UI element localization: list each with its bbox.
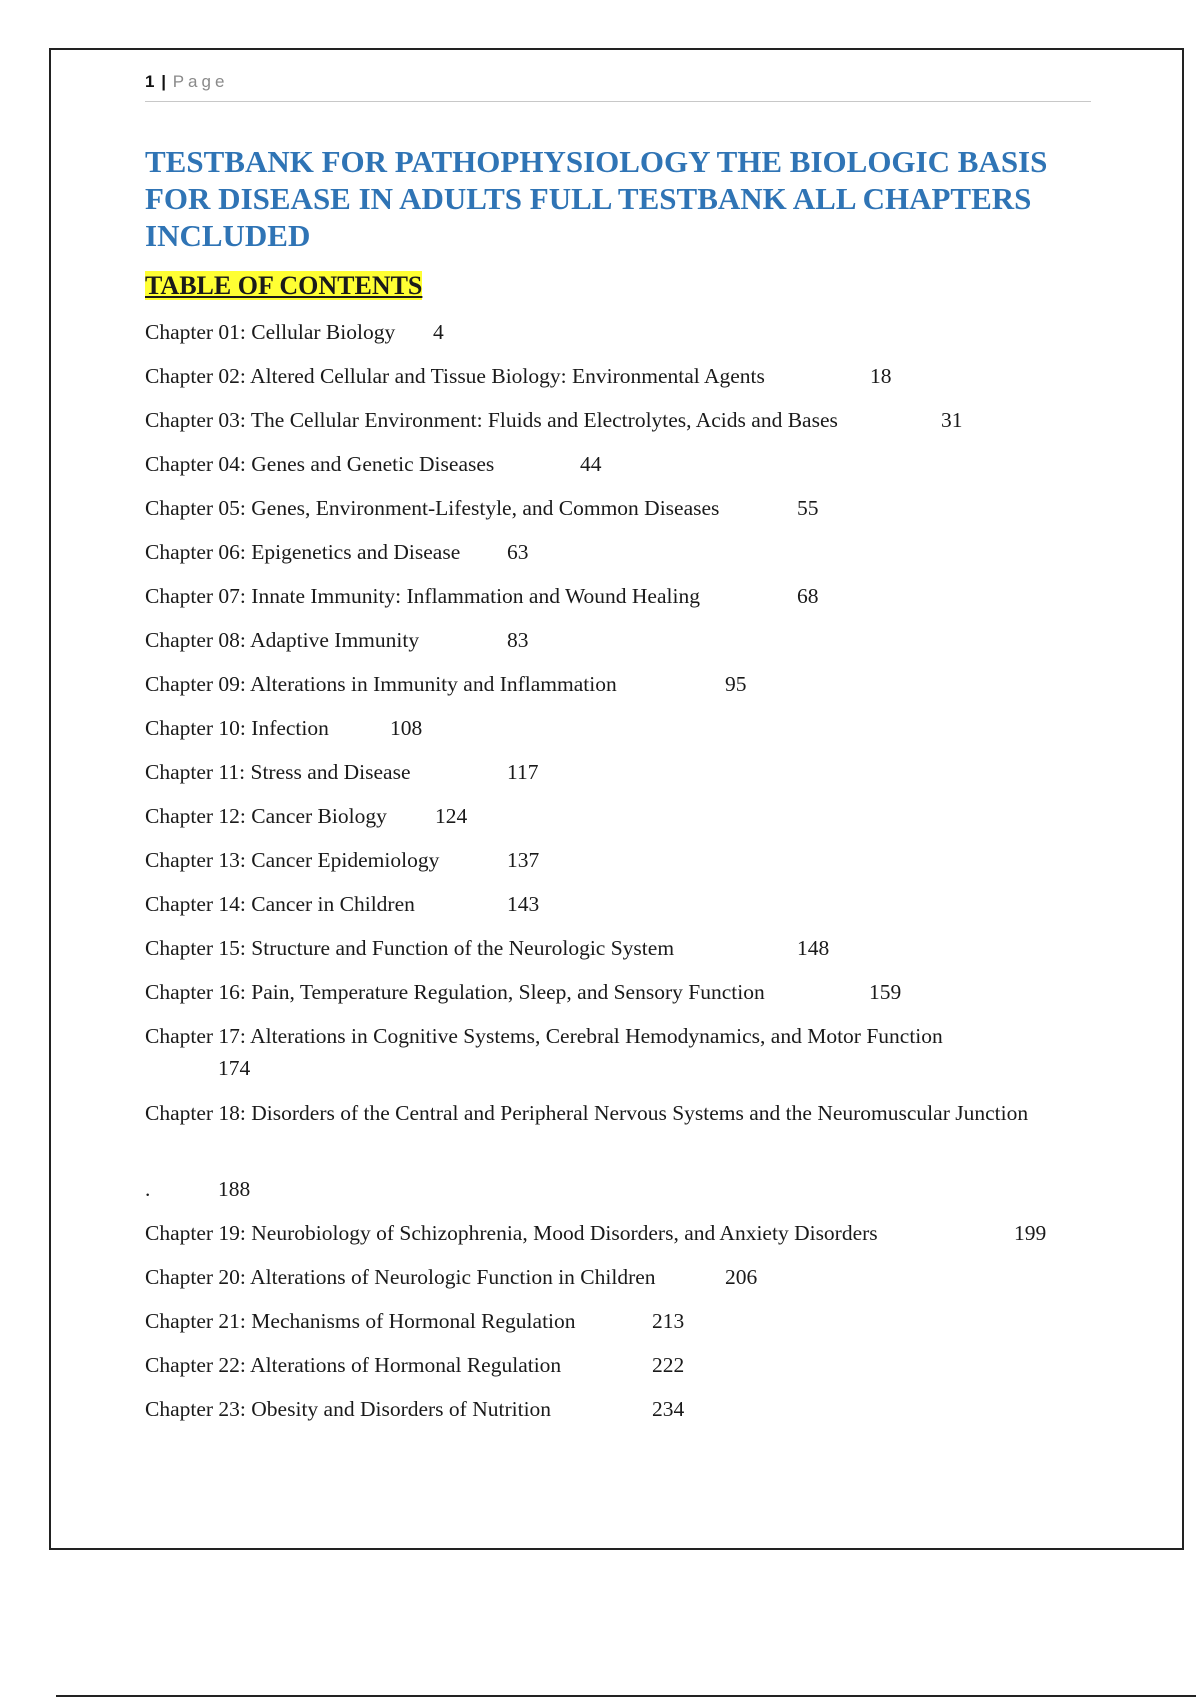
toc-entry[interactable]: [145, 536, 1075, 580]
toc-entry[interactable]: [145, 932, 1075, 976]
toc-entry-title: Chapter 15: Structure and Function of the Neurologic System: [145, 936, 675, 960]
toc-entry-leader: .: [145, 1177, 151, 1201]
toc-entry-title: Chapter 16: Pain, Temperature Regulation, Sleep, and Sensory Function: [145, 980, 765, 1004]
bottom-rule: [56, 1695, 1196, 1697]
toc-entry-title: Chapter 18: Disorders of the Central and Peripheral Nervous Systems and the Neuromuscular Junction: [145, 1101, 1029, 1125]
toc-entry-title: Chapter 14: Cancer in Children: [145, 892, 415, 916]
page-header: [145, 72, 1091, 102]
toc-entry-page: 174: [218, 1056, 251, 1080]
toc-entry-title: Chapter 05: Genes, Environment-Lifestyle, and Common Diseases: [145, 496, 720, 520]
toc-entry[interactable]: [145, 404, 1075, 448]
toc-entry[interactable]: [145, 712, 1075, 756]
toc-entry-page: 83: [507, 628, 529, 652]
toc-entry[interactable]: [145, 1020, 1075, 1097]
toc-entry-title: Chapter 08: Adaptive Immunity: [145, 628, 420, 652]
page-label: Page: [172, 72, 229, 91]
toc-entry-title: Chapter 04: Genes and Genetic Diseases: [145, 452, 495, 476]
toc-entry-title: Chapter 10: Infection: [145, 716, 329, 740]
toc-entry-title: Chapter 20: Alterations of Neurologic Function in Children: [145, 1265, 656, 1289]
toc-entry-page: 222: [652, 1353, 685, 1377]
toc-entry[interactable]: [145, 580, 1075, 624]
toc-entry-title: Chapter 21: Mechanisms of Hormonal Regulation: [145, 1309, 576, 1333]
toc-entry-page: 44: [580, 452, 602, 476]
toc-entry-title: Chapter 23: Obesity and Disorders of Nutrition: [145, 1397, 552, 1421]
toc-entry-title: Chapter 02: Altered Cellular and Tissue Biology: Environmental Agents: [145, 364, 765, 388]
toc-entry-page: 63: [507, 540, 529, 564]
toc-entry-page: 4: [433, 320, 444, 344]
toc-entry-page: 143: [507, 892, 540, 916]
toc-entry[interactable]: [145, 448, 1075, 492]
toc-entry-title: Chapter 19: Neurobiology of Schizophrenia, Mood Disorders, and Anxiety Disorders: [145, 1221, 878, 1245]
toc-entry[interactable]: [145, 1349, 1075, 1393]
toc-entry-title: Chapter 07: Innate Immunity: Inflammation and Wound Healing: [145, 584, 700, 608]
toc-entry-title: Chapter 06: Epigenetics and Disease: [145, 540, 461, 564]
toc-entry-page: 148: [797, 936, 830, 960]
toc-entry-title: Chapter 12: Cancer Biology: [145, 804, 387, 828]
toc-entry-title: Chapter 01: Cellular Biology: [145, 320, 396, 344]
toc-entry-page: 137: [507, 848, 540, 872]
toc-entry[interactable]: [145, 844, 1075, 888]
toc-entry[interactable]: [145, 360, 1075, 404]
toc-entry[interactable]: [145, 1393, 1075, 1437]
toc-entry-page: 117: [507, 760, 539, 784]
toc-entry-title: Chapter 11: Stress and Disease: [145, 760, 411, 784]
toc-entry[interactable]: [145, 1305, 1075, 1349]
toc-entry-title: Chapter 03: The Cellular Environment: Fluids and Electrolytes, Acids and Bases: [145, 408, 838, 432]
toc-entry-page: 55: [797, 496, 819, 520]
toc-entry-title: Chapter 22: Alterations of Hormonal Regulation: [145, 1353, 562, 1377]
toc-entry-page: 199: [1014, 1221, 1047, 1245]
toc-entry-page: 31: [941, 408, 963, 432]
toc-entry-page: 68: [797, 584, 819, 608]
toc-entry-page: 159: [869, 980, 902, 1004]
table-of-contents: [145, 316, 1075, 1437]
toc-entry[interactable]: [145, 1261, 1075, 1305]
toc-entry-title: Chapter 13: Cancer Epidemiology: [145, 848, 440, 872]
toc-entry-page: 95: [725, 672, 747, 696]
toc-entry-page: 234: [652, 1397, 685, 1421]
toc-entry[interactable]: [145, 492, 1075, 536]
toc-entry[interactable]: [145, 756, 1075, 800]
toc-entry-page: 206: [725, 1265, 758, 1289]
toc-heading: [145, 268, 422, 304]
toc-entry[interactable]: [145, 800, 1075, 844]
toc-entry[interactable]: [145, 624, 1075, 668]
toc-entry[interactable]: [145, 888, 1075, 932]
toc-entry[interactable]: [145, 976, 1075, 1020]
toc-entry[interactable]: [145, 316, 1075, 360]
toc-entry-title: Chapter 09: Alterations in Immunity and Inflammation: [145, 672, 617, 696]
page-separator: |: [161, 72, 166, 91]
toc-entry-page: 108: [390, 716, 423, 740]
toc-entry[interactable]: [145, 1217, 1075, 1261]
toc-entry[interactable]: [145, 1097, 1075, 1173]
toc-heading-text: TABLE OF CONTENTS: [145, 271, 423, 300]
document-title: TESTBANK FOR PATHOPHYSIOLOGY THE BIOLOGIC BASIS FOR DISEASE IN ADULTS FULL TESTBANK ALL CHAPTERS INCLUDED: [145, 144, 1048, 253]
toc-entry-page: 124: [435, 804, 468, 828]
toc-entry-continuation[interactable]: [145, 1173, 1075, 1217]
toc-entry-page: 18: [870, 364, 892, 388]
toc-entry-page: 213: [652, 1309, 685, 1333]
page-number: 1: [145, 72, 155, 91]
toc-entry[interactable]: [145, 668, 1075, 712]
toc-entry-page: 188: [218, 1177, 251, 1201]
toc-entry-title: Chapter 17: Alterations in Cognitive Systems, Cerebral Hemodynamics, and Motor Function: [145, 1024, 943, 1048]
